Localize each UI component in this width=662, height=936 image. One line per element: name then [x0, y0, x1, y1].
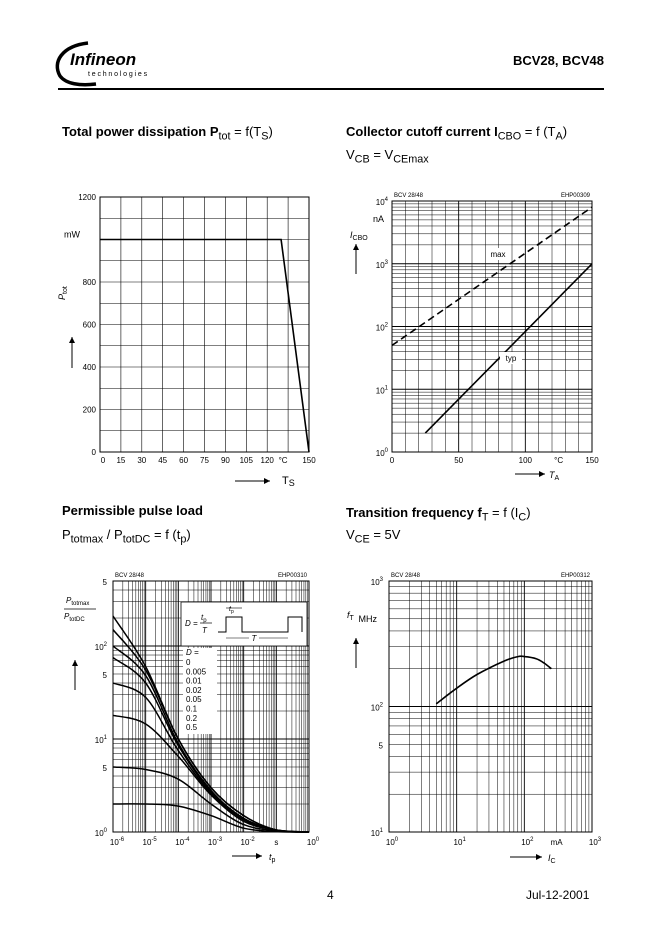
- pulse-x-tick: $10^0$: [306, 837, 320, 847]
- transition-x-unit: mA: [550, 838, 563, 847]
- document-title: BCV28, BCV48: [512, 53, 604, 68]
- cutoff-y-unit: nA: [372, 214, 384, 224]
- power-x-tick: 15: [116, 456, 126, 465]
- power-x-tick: 60: [179, 456, 189, 465]
- logo-text: Infineon: [70, 50, 137, 69]
- cutoff-max-curve: [392, 207, 592, 345]
- pulse-legend-title: D =: [186, 648, 199, 657]
- cutoff-y-tick: $10^0$: [375, 448, 388, 458]
- transition-y-tick: $10^1$: [370, 828, 383, 838]
- cutoff-tag-left: BCV 28/48: [394, 193, 424, 199]
- transition-tag-left: BCV 28/48: [391, 573, 421, 579]
- pulse-legend-item: 0.005: [186, 667, 207, 677]
- power-x-tick: 75: [200, 456, 209, 465]
- cutoff-y-arrow-head: [353, 244, 359, 250]
- pulse-legend-item: 0.01: [186, 676, 202, 686]
- cutoff-max-label: max: [490, 250, 506, 259]
- pulse-x-unit: s: [274, 838, 279, 847]
- power-y-arrow-head: [69, 337, 75, 343]
- power-y-tick: 400: [82, 363, 96, 372]
- power-y-tick: 600: [82, 320, 96, 330]
- pulse-tag-right: EHP00310: [277, 573, 307, 579]
- cutoff-x-tick: 150: [585, 456, 599, 465]
- cutoff-chart-title: Collector cutoff current $I_{CBO} = f$ $(T_A)$: [346, 124, 568, 143]
- pulse-legend-item: 0.02: [186, 685, 202, 695]
- transition-x-arrow-head: [536, 854, 542, 860]
- pulse-y-tick: $10^0$: [94, 828, 107, 838]
- power-y-tick: 1200: [78, 193, 96, 202]
- cutoff-y-tick: $10^1$: [375, 385, 388, 396]
- pulse-y-tick: 5: [102, 670, 107, 680]
- transition-chart-title: Transition frequency $f_T = f$ $(I_C)$: [346, 505, 531, 524]
- pulse-x-tick: $10^{-4}$: [175, 837, 190, 847]
- power-origin-label: 0: [91, 448, 96, 457]
- cutoff-y-tick: $10^4$: [375, 197, 388, 207]
- footer-date: Jul-12-2001: [526, 888, 590, 902]
- transition-y-arrow-head: [353, 638, 359, 644]
- power-x-tick: 150: [302, 456, 316, 465]
- pulse-legend-item: 0.2: [186, 713, 198, 723]
- transition-x-tick: $10^3$: [588, 837, 602, 847]
- pulse-legend-item: 0.1: [186, 704, 198, 714]
- cutoff-x-tick: 0: [389, 456, 395, 465]
- transition-x-label: $I_C$: [548, 853, 556, 865]
- power-x-label: TS: [282, 475, 295, 488]
- pulse-y-tick: 5: [102, 578, 107, 587]
- transition-x-tick: $10^0$: [385, 837, 399, 847]
- logo-subtext: technologies: [88, 71, 149, 78]
- cutoff-typ-label: typ: [505, 354, 517, 363]
- page-number: 4: [327, 888, 334, 902]
- cutoff-x-arrow-head: [539, 471, 545, 477]
- power-x-tick: 105: [239, 456, 253, 465]
- pulse-x-tick: $10^{-2}$: [240, 837, 255, 847]
- transition-tag-right: EHP00312: [560, 573, 590, 579]
- power-x-arrow-head: [264, 478, 270, 484]
- transition-y-tick: 5: [378, 741, 383, 751]
- pulse-legend-item: 0.5: [186, 723, 198, 733]
- pulse-x-tick: $10^{-6}$: [109, 837, 125, 847]
- pulse-x-tick: $10^{-5}$: [142, 837, 157, 847]
- pulse-x-label: $t_p$: [269, 852, 276, 864]
- cutoff-tag-right: EHP00309: [560, 193, 590, 199]
- pulse-y-tick: $10^2$: [94, 642, 107, 653]
- pulse-y-tick: 5: [102, 763, 107, 773]
- cutoff-x-tick: 50: [454, 456, 464, 465]
- pulse-inset-tp-num: $t_p$: [201, 613, 207, 624]
- power-chart-title: Total power dissipation $P_{tot} = f(T_S)$: [62, 124, 273, 143]
- pulse-tag-left: BCV 28/48: [115, 573, 145, 579]
- pulse-x-tick: $10^{-3}$: [207, 837, 223, 847]
- cutoff-y-tick: $10^2$: [375, 322, 388, 333]
- power-y-tick: 200: [82, 405, 96, 415]
- pulse-chart-title: Permissible pulse load: [62, 503, 203, 518]
- cutoff-y-label: $I_{CBO}$: [350, 230, 368, 242]
- transition-chart-subtitle: $V_{CE} = 5V$: [346, 527, 401, 546]
- transition-x-tick: $10^1$: [453, 837, 466, 847]
- power-y-label: $P_{tot}$: [57, 286, 69, 300]
- transition-y-label: $f_T$: [347, 610, 354, 622]
- pulse-inset-tp-label: $t_p$: [229, 606, 234, 615]
- power-x-unit: °C: [278, 456, 288, 465]
- power-y-unit: mW: [64, 229, 80, 240]
- transition-x-tick: $10^2$: [521, 837, 534, 847]
- pulse-inset-d: D =: [185, 619, 198, 628]
- pulse-legend-item: 0: [186, 658, 191, 667]
- cutoff-typ-curve: [425, 264, 592, 433]
- cutoff-x-label: $T_A$: [549, 470, 560, 482]
- pulse-y-tick: $10^1$: [94, 735, 107, 746]
- pulse-inset-T-label: T: [251, 634, 257, 643]
- pulse-x-arrow-head: [256, 853, 262, 859]
- pulse-inset-T-den: T: [202, 626, 207, 635]
- power-x-tick: 45: [158, 456, 168, 465]
- cutoff-x-tick: 100: [518, 456, 533, 465]
- cutoff-y-tick: $10^3$: [375, 259, 388, 270]
- pulse-chart-subtitle: $P_{totmax} / P_{totDC} = f$ $(t_p)$: [62, 527, 191, 546]
- transition-y-unit: MHz: [358, 614, 377, 624]
- pulse-y-label-den: $P_{totDC}$: [64, 612, 85, 623]
- transition-y-tick: $10^3$: [370, 577, 383, 587]
- pulse-legend-item: 0.05: [186, 695, 202, 705]
- cutoff-chart-subtitle: $V_{CB} = V_{CEmax}$: [346, 147, 429, 166]
- power-x-tick: 30: [137, 456, 147, 465]
- power-x-tick: 120: [260, 456, 274, 465]
- pulse-y-label-num: $P_{totmax}$: [66, 596, 90, 607]
- cutoff-x-unit: °C: [554, 456, 564, 465]
- power-y-tick: 800: [82, 278, 96, 287]
- pulse-y-arrow-head: [72, 660, 78, 666]
- transition-y-tick: $10^2$: [370, 702, 383, 713]
- power-x-tick: 0: [100, 456, 106, 465]
- power-x-tick: 90: [220, 456, 230, 465]
